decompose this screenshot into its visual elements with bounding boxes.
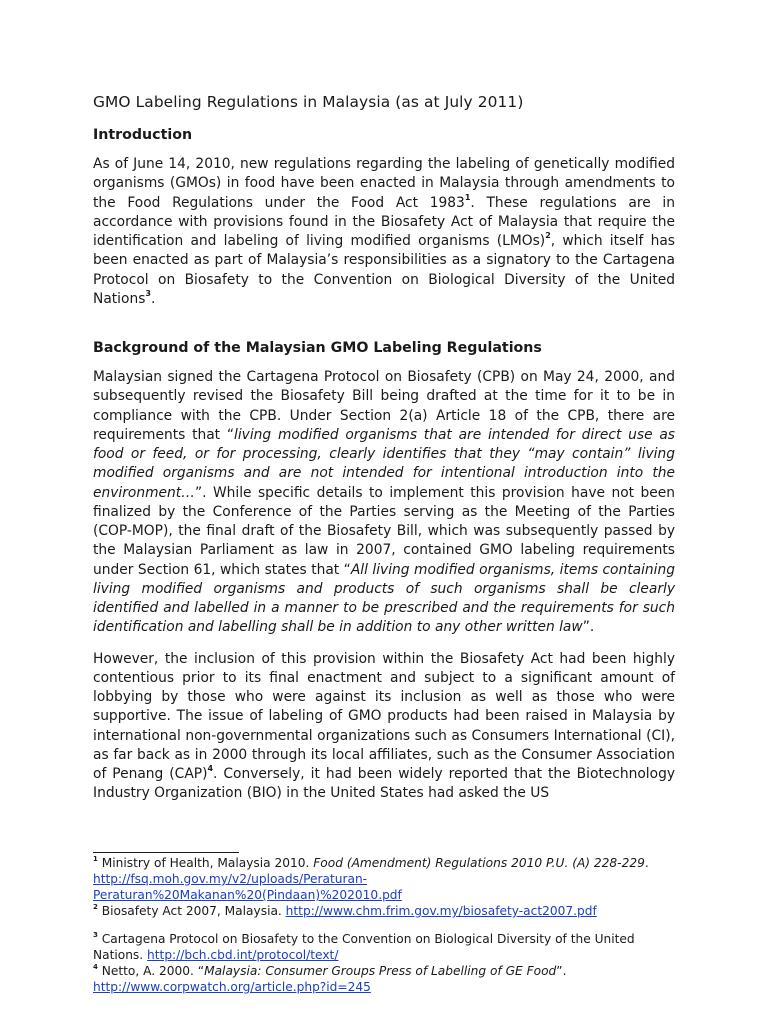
footnote-ref-2[interactable]: 2 (545, 231, 551, 241)
footnote-2-link[interactable]: http://www.chm.frim.gov.my/biosafety-act2007.pdf (285, 904, 597, 918)
document-title: GMO Labeling Regulations in Malaysia (as at July 2011) (93, 93, 524, 111)
background-paragraph-2: However, the inclusion of this provision within the Biosafety Act had been highly contentious prior to its final enactment and subject to a significant amount of lobbying by those who were against its inclusion as well as those who were supportive. The issue of labeling of GMO products had been raised in Malaysia by international non-governmental organizations such as Consumers International (CI), as far back as in 2000 through its local affiliates, such as the Consumer Association of Penang (CAP)$^4$. Conversely, it had been widely reported that the Biotechnology Industry Organization (BIO) in the United States had asked the US (93, 650, 676, 802)
introduction-heading: Introduction (93, 127, 193, 143)
background-paragraph-1: Malaysian signed the Cartagena Protocol on Biosafety (CPB) on May 24, 2000, and subsequently revised the Biosafety Bill being drafted at the time for it to be in compliance with the CPB. Under Section 2(a) Article 18 of the CPB, there are requirements that “living modified organisms that are intended for direct use as food or feed, or for processing, clearly identifies that they “may contain” living modified organisms and are not intended for intentional introduction into the environment…”. While specific details to implement this provision have not been finalized by the Conference of the Parties serving as the Meeting of the Parties (COP-MOP), the final draft of the Biosafety Bill, which was subsequently passed by the Malaysian Parliament as law in 2007, contained GMO labeling requirements under Section 61, which states that “All living modified organisms, items containing living modified organisms and products of such organisms shall be clearly identified and labelled in a manner to be prescribed and the requirements for such identification and labelling shall be in addition to any other written law”. (93, 369, 676, 636)
footnote-3-link[interactable]: http://bch.cbd.int/protocol/text/ (147, 948, 339, 962)
footnote-2: $^2$ Biosafety Act 2007, Malaysia. http://www.chm.frim.gov.my/biosafety-act2007.pdf (93, 902, 597, 918)
footnote-ref-3[interactable]: 3 (145, 289, 151, 299)
footnote-separator (93, 852, 239, 853)
introduction-paragraph: As of June 14, 2010, new regulations regarding the labeling of genetically modified organisms (GMOs) in food have been enacted in Malaysia through amendments to the Food Regulations under the Food Act 1983$^1$. These regulations are in accordance with provisions found in the Biosafety Act of Malaysia that require the identification and labeling of living modified organisms (LMOs)$^2$, which itself has been enacted as part of Malaysia’s responsibilities as a signatory to the Cartagena Protocol on Biosafety to the Convention on Biological Diversity of the United Nations$^3$. (93, 156, 675, 307)
footnote-4: $^4$ Netto, A. 2000. “Malaysia: Consumer Groups Press of Labelling of GE Food”. http://www.corpwatch.org/article.php?id=245 (93, 962, 567, 994)
background-heading: Background of the Malaysian GMO Labeling Regulations (93, 340, 542, 356)
footnote-1-link[interactable]: http://fsq.moh.gov.my/v2/uploads/Peraturan-Peraturan%20Makanan%20(Pindaan)%202010.pdf (93, 872, 402, 902)
footnote-4-link[interactable]: http://www.corpwatch.org/article.php?id=245 (93, 980, 371, 994)
footnotes (93, 855, 675, 995)
document-body (93, 92, 675, 816)
footnote-3: $^3$ Cartagena Protocol on Biosafety to the Convention on Biological Diversity of the United Nations. http://bch.cbd.int/protocol/text/ (93, 930, 635, 962)
footnote-ref-4[interactable]: 4 (207, 764, 214, 774)
footnote-ref-1[interactable]: 1 (464, 192, 471, 202)
footnote-1: $^1$ Ministry of Health, Malaysia 2010. Food (Amendment) Regulations 2010 P.U. (A) 228-229. http://fsq.moh.gov.my/v2/uploads/Peraturan-Peraturan%20Makanan%20(Pindaan)%202010.pdf (93, 854, 649, 902)
